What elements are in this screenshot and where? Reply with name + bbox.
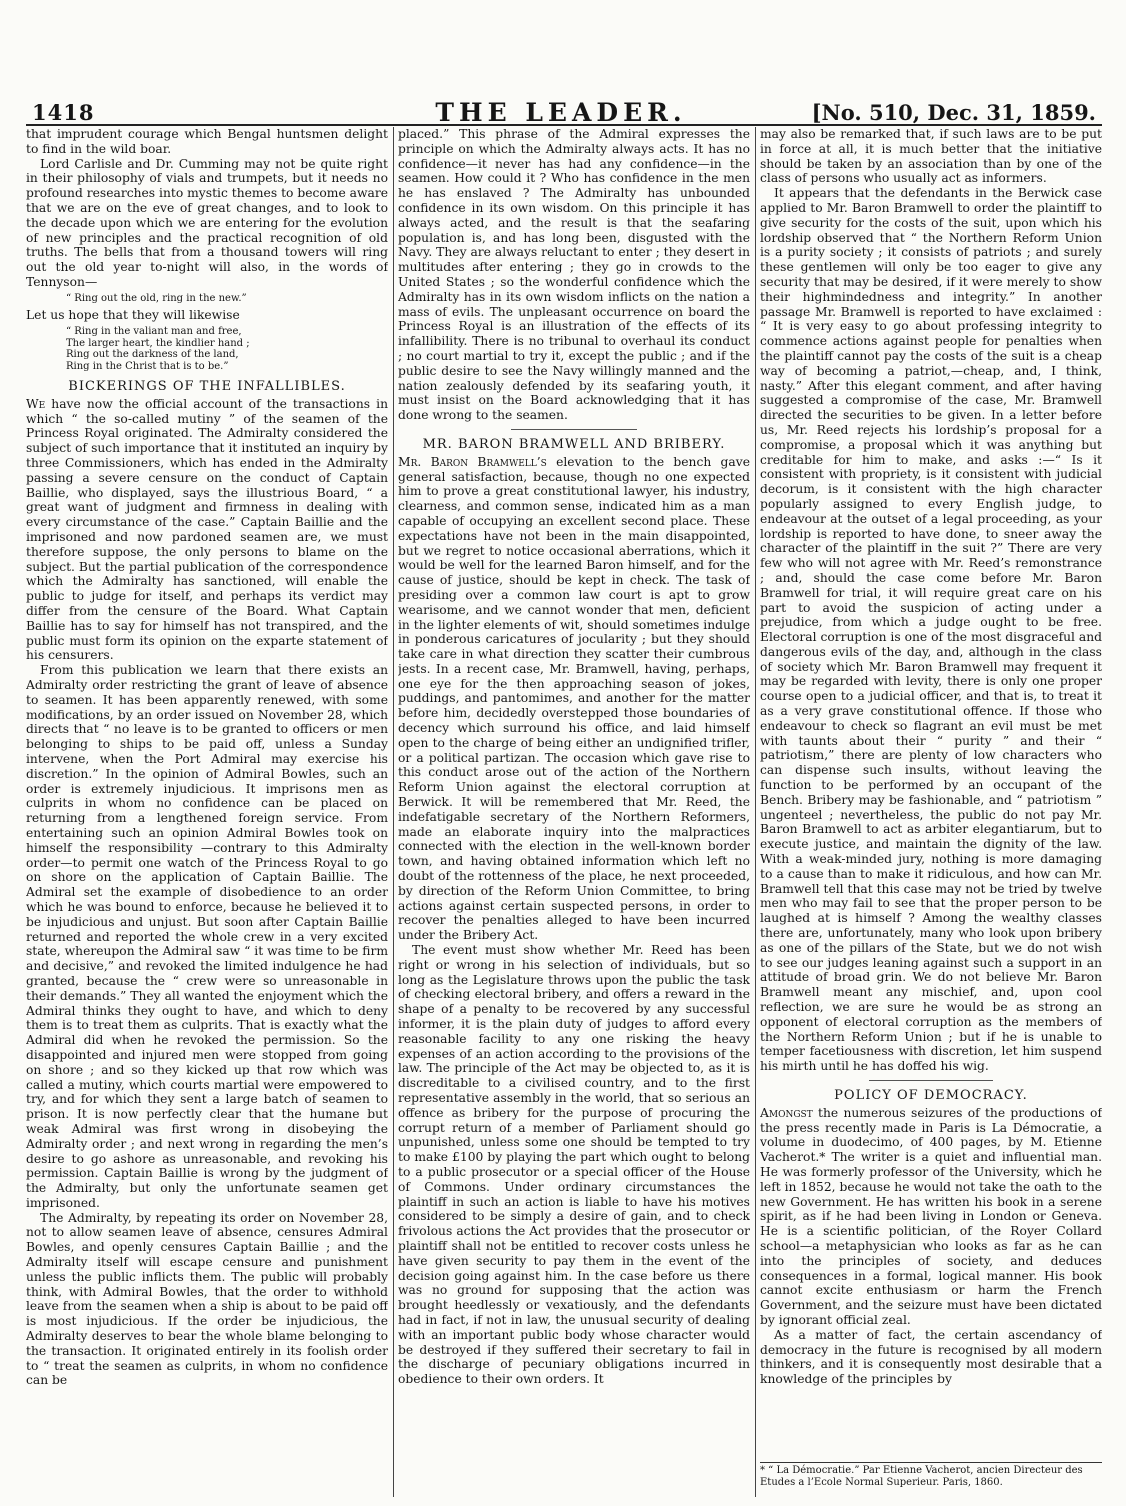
- paragraph: [26, 1211, 388, 1389]
- masthead: [22, 98, 1100, 127]
- verse-line: “ Ring out the old, ring in the new.”: [66, 292, 247, 304]
- paragraph-text: The Admiralty, by repeating its order on November 28, not to allow seamen leave of absence, censures Admiral Bowles, and openly censures Captain Baillie ; and the Admiralty itself will escape censure and punishment unless the public inflicts them. The public will probably think, with Admiral Bowles, that the order to withhold leave from the seamen when a ship is about to be paid off is most injudicious. If the order be injudicious, the Admiralty deserves to bear the whole blame belonging to the transaction. It originated entirely in its foolish order to “ treat the seamen as culprits, in whom no confidence can be: [26, 1210, 388, 1388]
- verse-line: Ring out the darkness of the land,: [66, 349, 239, 361]
- verse-quote: [66, 326, 388, 372]
- verse-line: Ring in the Christ that is to be.”: [66, 360, 229, 372]
- column-2: [398, 127, 750, 1497]
- lead-in: We: [26, 396, 46, 411]
- paragraph-text: From this publication we learn that there exists an Admiralty order restricting the grant of leave of absence to seamen. It has been apparently renewed, with some modifications, by an order issued on November 28, which directs that “ no leave is to be granted to officers or men belonging to ships to be paid off, unless a Sunday intervene, when the Port Admiral may exercise his discretion.” In the opinion of Admiral Bowles, such an order is extremely injudicious. It imprisons men as culprits in whom no confidence can be placed on returning from a lengthened foreign service. From entertaining such an opinion Admiral Bowles took on himself the responsibility —contrary to this Admiralty order—to permit one watch of the Princess Royal to go on shore on the application of Captain Baillie. The Admiral set the example of disobedience to an order which he was bound to enforce, because he believed it to be injudicious and unjust. But soon after Captain Baillie returned and reported the whole crew in a very excited state, whereupon the Admiral saw “ it was time to be firm and decisive,” and revoked the limited indulgence he had granted, because the “ crew were so unreasonable in their demands.” They all wanted the enjoyment which the Admiral thinks they ought to have, and which to deny them is to treat them as culprits. That is exactly what the Admiral did when he revoked the permission. So the disappointed and injured men were stopped from going on shore ; and so they kicked up that row which was called a mutiny, which courts martial were empowered to try, and for which they sent a large batch of seamen to prison. It is now perfectly clear that the humane but weak Admiral was first wrong in disobeying the Admiralty order ; and next wrong in regarding the men’s desire to go ashore as unreasonable, and revoking his permission. Captain Baillie is wrong by the judgment of the Admiralty, but only the unfortunate seamen get imprisoned.: [26, 663, 388, 1210]
- paragraph-text: elevation to the bench gave general satisfaction, because, though no one expected him to prove a great constitutional lawyer, his industry, clearness, and common sense, indicated him as a man capable of occupying an excellent second place. These expectations have not been in the main disappointed, but we regret to notice occasional aberrations, which it would be well for the learned Baron himself, and for the cause of justice, should be kept in check. The task of presiding over a common law court is apt to grow wearisome, and we cannot wonder that men, deficient in the lighter elements of wit, should sometimes indulge in ponderous caricatures of jocularity ; but they should take care in what direction they scatter their cumbrous jests. In a recent case, Mr. Bramwell, having, perhaps, one eye for the then approaching season of jokes, puddings, and pantomimes, and another for the matter before him, decidedly overstepped those boundaries of decency which surround his office, and laid himself open to the charge of being either an undignified trifler, or a political partizan. The occasion which gave rise to this conduct arose out of the action of the Northern Reform Union against the electoral corruption at Berwick. It will be remembered that Mr. Reed, the indefatigable secretary of the Northern Reformers, made an elaborate inquiry into the malpractices connected with the election in the well-known border town, and having obtained information which left no doubt of the rottenness of the place, he next proceeded, by direction of the Reform Union Committee, to bring actions against certain suspected persons, in order to recover the penalties alleged to have been incurred under the Bribery Act.: [398, 454, 750, 943]
- paragraph: [26, 127, 388, 157]
- article-heading: MR. BARON BRAMWELL AND BRIBERY.: [422, 436, 726, 452]
- paragraph: [760, 1328, 1102, 1387]
- paragraph-text: Let us hope that they will likewise: [26, 308, 240, 323]
- article-heading: BICKERINGS OF THE INFALLIBLES.: [68, 379, 346, 395]
- verse-quote: [66, 293, 388, 305]
- column-divider: [393, 127, 394, 1497]
- paragraph: [760, 1106, 1102, 1328]
- paragraph: [26, 157, 388, 290]
- paragraph-text: that imprudent courage which Bengal huntsmen delight to find in the wild boar.: [26, 127, 388, 156]
- lead-in: Mr. Baron Bramwell’s: [398, 454, 547, 469]
- verse-line: The larger heart, the kindlier hand ;: [66, 337, 250, 349]
- newspaper-title: THE LEADER.: [435, 98, 687, 127]
- paragraph-text: Lord Carlisle and Dr. Cumming may not be quite right in their philosophy of vials and trumpets, but it needs no profound researches into mystic themes to become aware that we are on the eve of great changes, and to look to the decade upon which we are entering for the evolution of new principles and the practical recognition of old truths. The bells that from a thousand towers will ring out the old year to-night will also, in the words of Tennyson—: [26, 156, 388, 289]
- paragraph-text: the numerous seizures of the productions of the press recently made in Paris is La Démocratie, a volume in duodecimo, of 400 pages, by M. Etienne Vacherot.* The writer is a quiet and influential man. He was formerly professor of the University, which he left in 1852, because he would not take the oath to the new Government. He has written his book in a serene spirit, as if he had been living in London or Geneva. He is a scientific politician, of the Royer Collard school—a metaphysician who looks as far as he can into the principles of society, and deduces consequences in a formal, logical manner. His book cannot excite enthusiasm or harm the French Government, and the seizure must have been dictated by ignorant official zeal.: [760, 1105, 1102, 1327]
- paragraph-text: placed.” This phrase of the Admiral expresses the principle on which the Admiralty always acts. It has no confidence—it never has had any confidence—in the seamen. How could it ? Who has confidence in the men he has enslaved ? The Admiralty has unbounded confidence in its own wisdom. On this principle it has always acted, and the result is that the seafaring population is, and has long been, disgusted with the Navy. They are always reluctant to enter ; they desert in multitudes after entering ; they go in crowds to the United States ; so the wonderful confidence which the Admiralty has in its own wisdom inflicts on the nation a mass of evils. The unpleasant occurrence on board the Princess Royal is an illustration of the effects of its infallibility. There is no tribunal to overhaul its conduct ; no court martial to try it, except the public ; and if the public desire to see the Navy willingly manned and the nation zealously defended by its seafaring youth, it must insist on the Board acknowledging that it has done wrong to the seamen.: [398, 127, 750, 423]
- section-rule: [869, 1080, 992, 1081]
- paragraph: [26, 663, 388, 1210]
- article-heading: POLICY OF DEMOCRACY.: [834, 1088, 1028, 1103]
- verse-line: “ Ring in the valiant man and free,: [66, 326, 242, 338]
- paragraph: [398, 943, 750, 1387]
- footnote: * “ La Démocratie.” Par Etienne Vacherot, ancien Directeur des Etudes a l’Ecole Normal Superieur. Paris, 1860.: [760, 1462, 1102, 1488]
- paragraph: [26, 308, 388, 323]
- paragraph: [398, 127, 750, 423]
- issue-date: [No. 510, Dec. 31, 1859.: [811, 100, 1096, 125]
- paragraph-text: It appears that the defendants in the Berwick case applied to Mr. Baron Bramwell to order the plaintiff to give security for the costs of the suit, upon which his lordship observed that “ the Northern Reform Union is a purity society ; it consists of patriots ; and surely these gentlemen will only be too eager to give any security that may be desired, if it were merely to show their highmindedness and integrity.” In another passage Mr. Bramwell is reported to have exclaimed : “ It is very easy to go about professing integrity to commence actions against people for penalties when the plaintiff cannot pay the costs of the suit is a cheap way of becoming a patriot,—cheap, and, I think, nasty.” After this elegant comment, and after having suggested a compromise of the case, Mr. Bramwell directed the securities to be given. In a letter before us, Mr. Reed rejects his lordship’s proposal for a compromise, a proposal which it was anything but creditable for him to make, and asks :—“ Is it consistent with propriety, is it consistent with judicial decorum, is it consistent with the high character popularly assigned to every English judge, to endeavour at the outset of a legal proceeding, as your lordship is reported to have done, to sneer away the character of the plaintiff in the suit ?” There are very few who will not agree with Mr. Reed’s remonstrance ; and, should the case come before Mr. Baron Bramwell for trial, it will require great care on his part to avoid the suspicion of acting under a prejudice, from which a judge ought to be free. Electoral corruption is one of the most disgraceful and dangerous evils of the day, and, although in the class of society which Mr. Baron Bramwell may frequent it may be regarded with levity, there is only one proper course open to a judicial officer, and that is, to treat it as a very grave constitutional offence. If those who endeavour to check so flagrant an evil must be met with taunts about their “ purity ” and their “ patriotism,” there are plenty of low characters who can dispense such insults, without leaving the function to be performed by an occupant of the Bench. Bribery may be fashionable, and “ patriotism ” ungenteel ; nevertheless, the public do not pay Mr. Baron Bramwell to act as arbiter elegantiarum, but to execute justice, and maintain the dignity of the law. With a weak-minded jury, nothing is more damaging to a cause than to make it ridiculous, and how can Mr. Bramwell tell that this case may not be tried by twelve men who may fail to see that the proper person to be laughed at is himself ? Among the wealthy classes there are, unfortunately, many who look upon bribery as one of the pillars of the State, but we do not wish to see our judges leaning against such a support in an attitude of broad grin. We do not believe Mr. Baron Bramwell meant any mischief, and, upon cool reflection, we are sure he would be as strong an opponent of electoral corruption as the members of the Northern Reform Union ; but if he is unable to temper facetiousness with discretion, let him suspend his mirth until he has doffed his wig.: [760, 186, 1102, 1074]
- paragraph-text: The event must show whether Mr. Reed has been right or wrong in his selection of individuals, but so long as the Legislature throws upon the public the task of checking electoral bribery, and offers a reward in the shape of a penalty to be recovered by any successful informer, it is the plain duty of judges to afford every reasonable facility to any one risking the heavy expenses of an action according to the provisions of the law. The principle of the Act may be objected to, as it is discreditable to a civilised country, and to the first representative assembly in the world, that so serious an offence as bribery for the purpose of procuring the corrupt return of a member of Parliament should go unpunished, unless some one should be tempted to try to make £100 by playing the part which ought to belong to a public prosecutor or a special officer of the House of Commons. Under ordinary circumstances the plaintiff in such an action is liable to have his motives considered to be simply a desire of gain, and to check frivolous actions the Act provides that the prosecutor or plaintiff shall not be entitled to recover costs unless he have given security to pay them in the event of the decision going against him. In the case before us there was no ground for supposing that the action was brought heedlessly or vexatiously, and the defendants had in fact, if not in law, the unusual security of dealing with an important public body whose character would be destroyed if they suffered their secretary to fail in the discharge of pecuniary obligations incurred in obedience to their own orders. It: [398, 943, 750, 1387]
- column-divider: [755, 127, 756, 1497]
- paragraph-text: As a matter of fact, the certain ascendancy of democracy in the future is recognised by all modern thinkers, and it is consequently most desirable that a knowledge of the principles by: [760, 1327, 1102, 1387]
- paragraph-text: may also be remarked that, if such laws are to be put in force at all, it is much better that the initiative should be taken by an association than by one of the class of persons who usually act as informers.: [760, 127, 1102, 186]
- column-1: [26, 127, 388, 1497]
- paragraph: [26, 397, 388, 663]
- paragraph: [760, 127, 1102, 186]
- section-rule: [511, 429, 638, 430]
- paragraph-text: have now the official account of the transactions in which “ the so-called mutiny ” of the seamen of the Princess Royal originated. The Admiralty considered the subject of such importance that it instituted an inquiry by three Commissioners, which has ended in the Admiralty passing a severe censure on the conduct of Captain Baillie, who displayed, says the illustrious Board, “ a great want of judgment and firmness in dealing with every circumstance of the case.” Captain Baillie and the imprisoned and now pardoned seamen are, we must therefore suppose, the only persons to blame on the subject. But the partial publication of the correspondence which the Admiralty has sanctioned, will enable the public to judge for itself, and perhaps its verdict may differ from the censure of the Board. What Captain Baillie has to say for himself has not transpired, and the public must form its opinion on the exparte statement of his censurers.: [26, 396, 388, 663]
- page-number: 1418: [32, 100, 95, 125]
- paragraph: [760, 186, 1102, 1074]
- column-3: [760, 127, 1102, 1497]
- masthead-rule: [26, 124, 1102, 126]
- paragraph: [398, 455, 750, 943]
- lead-in: Amongst: [760, 1105, 813, 1120]
